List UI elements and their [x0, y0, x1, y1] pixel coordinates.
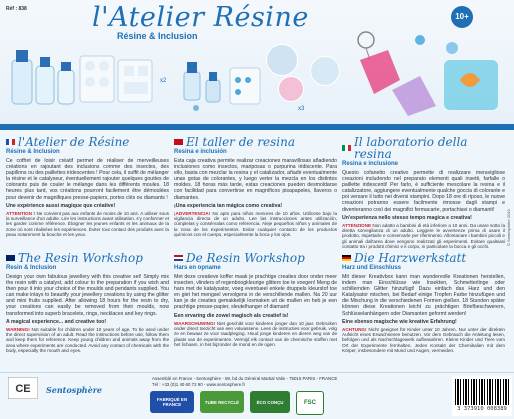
dye-bottles-image — [176, 50, 266, 112]
section-en-warning-label: WARNING! — [6, 326, 30, 332]
fabrique-en-france-badge: FABRIQUÉ EN FRANCE — [150, 391, 194, 413]
section-nl-title: De Resin Workshop — [186, 251, 305, 265]
section-fr-subtitle: Résine & Inclusion — [6, 149, 60, 155]
product-title: l'Atelier Résine — [92, 2, 309, 33]
section-es — [174, 136, 337, 247]
section-nl-subtitle: Hars en opname — [174, 265, 221, 271]
tube-recycle-badge: TUBE RECYCLÉ — [200, 391, 244, 413]
quantity-x2: x2 — [160, 78, 167, 84]
eco-concu-badge: ÉCO CONÇU — [250, 391, 290, 413]
section-es-warning-label: ¡ADVERTENCIA! — [174, 210, 211, 216]
svg-text:CE: CE — [15, 383, 31, 395]
section-es-warning: ¡ADVERTENCIA! No apto para niños menores de 10 años. Utilícese bajo la vigilancia directa de un adulto. Lee las instrucciones antes utilización, cúmplelas y consérvalas como referencia. Aleje pequeños niños y animales de la zona de los experimentos. Evitar cualquier contacto de los productos químicos con el cuerpo, especialmente la boca y los ojos. — [174, 210, 337, 237]
footer — [0, 372, 514, 419]
section-it — [342, 136, 505, 247]
header-panel — [0, 0, 514, 124]
fsc-badge: FSC — [296, 391, 324, 415]
section-fr-title: l'Atelier de Résine — [18, 135, 130, 149]
flag-nl-icon — [174, 255, 183, 261]
section-fr-hint: Une expérience aussi magique que créative! — [6, 202, 116, 209]
section-es-title: El taller de resina — [186, 135, 296, 149]
section-de-title: Die Harzwerkstatt — [354, 251, 467, 265]
section-it-subtitle: Resina e inclusione — [342, 161, 399, 167]
section-nl-body: Met deze creatieve koffer maak je prachtige creaties door onder meer insecten, vlinders of regenboogkleurige glitters toe te voegen! Meng de hars met de katalysator, voeg eventueel enkele druppels kleurstof toe en giet het mengsel vervolgens in de verschillende mallen. Na 20 uur kan je de creaties gemakkelijk losmaken uit de mallen en heb je een prachtige presse-papier, sleutelhanger of diamant! — [174, 274, 337, 311]
flag-uk-icon — [6, 255, 15, 261]
age-badge: 10+ — [451, 6, 473, 28]
section-en-warning: WARNING! Not suitable for children under 10 years of age. To be used under the direct supervision of an adult. Read the instructions before use, follow them and keep them for reference. Keep young children and animals away from the area where experiments are conducted. Avoid any contact of chemicals with the body, especially the mouth and eyes. — [6, 326, 170, 353]
barcode-bars — [455, 379, 509, 405]
inclusion-circle-2 — [278, 76, 304, 102]
section-en — [6, 252, 169, 370]
sentosphere-logo: Sentosphère — [45, 385, 103, 395]
section-nl-hint: Een ervaring die zowel magisch als creatief is! — [174, 312, 289, 319]
inclusion-circle-1 — [266, 44, 298, 76]
section-de-subtitle: Harz und Einschluss — [342, 265, 402, 271]
section-es-body: Esta caja creativa permite realizar creaciones maravillosas añadiendo inclusiones como insectos, mariposas o purpurina iridiscente. Para ello, basta con mezclar la resina y el catalizador, añadir eventualmente unas gotas de colorantes, y luego verter la mezcla en los distintos moldes. 18 horas más tarde, estas creaciones pueden desmoldarse con facilidad para convertirse en magníficos pisapapeles, llaveros o diamantes. — [174, 158, 337, 201]
quantity-x3: x3 — [298, 106, 305, 112]
barcode — [452, 376, 512, 416]
section-de-warning: ACHTUNG! Nicht geeignet für Kinder unter 10 Jahren. Nur unter der direkten Aufsicht eines Erwachsenen benutzen. Vor dem Gebrauch die Anleitung lesen, befolgen und als Nachschlagewerk aufbewahren. Kleine Kinder und Tiere vom Ort der Experimente fernhalten. Jeden Kontakt der Chemikalien mit dem Körper, insbesondere mit Mund und Augen, vermeiden. — [342, 326, 505, 353]
section-fr — [6, 136, 169, 247]
flag-fr-icon — [6, 139, 15, 145]
ce-mark-icon — [8, 377, 38, 399]
flag-es-icon — [174, 139, 183, 145]
footer-address: Assemblé en France - Sentosphère - 59, bd du Général Martial Valin - 75015 PARIS - FRANCE Tél : +33 (0)1 40 60 72 90 - www.sentosphere.fr — [152, 376, 338, 387]
section-nl-warning: WAARSCHUWING! Niet geschikt voor kinderen jonger dan 10 jaar. Gebruiken onder direct toezicht van een volwassene. Lees de instructies voor gebruik, volg ze en bewaar ze voor raadpleging. Houd jonge kinderen en dieren weg van de plaats van de experimenten. Vermijd elk contact van de chemische stoffen met het lichaam, in het bijzonder de mond en de ogen. — [174, 320, 337, 347]
section-it-hint: Un'esperienza nello stesso tempo magica e creativa! — [342, 214, 472, 221]
flag-it-icon — [342, 145, 351, 151]
section-de-warning-label: ACHTUNG! — [342, 326, 367, 332]
molds-image — [78, 50, 156, 110]
copyright: © Sentosphère 2019 — [506, 209, 511, 246]
divider-band — [0, 124, 514, 130]
section-en-body: Design your own fabulous jewellery with this creative set! Simply mix the resin with a catalyst, add colour to the preparation if you wish and then pour it into your choice of the moulds and pendants supplied. You can make inlays to beautify your jewellery creations by using the glitter and mini fruits supplied. After allowing 18 hours for the resin to dry, your creations can easily be removed from their moulds, now transformed into superb bracelets, rings, necklaces and key rings. — [6, 274, 169, 317]
section-es-hint: ¡Una experiencia tan mágica como creativa! — [174, 202, 283, 209]
section-de-body: Mit dieser Kreativbox kann man wundervolle Kreationen herstellen, indem man Einschlüsse wie Insekten, Schmetterlinge oder schillernden Glitter hinzufügt! Dazu einfach das Harz und den Katalysator mischen, bei Bedarf einige Tropfen Farbe hinzufügen und die Mischung in die verschiedenen Formen gießen. 18 Stunden später können diese Kreationen leicht zu prächtigen Briefbeschwerern, Schlüsselanhängern oder Diamanten geformt werden! — [342, 274, 505, 317]
section-it-warning-label: ATTENZIONE — [342, 222, 372, 228]
section-it-title: Il laboratorio della resina — [354, 135, 468, 161]
finished-creations-image — [340, 20, 510, 122]
section-it-body: Questo cofanetto creativo permette di realizzare meravigliose creazioni includendo nel preparato elementi quali insetti, farfalle o paillette iridescenti! Per farlo, è sufficiente mescolare la resina e il catalizzatore, aggiungere eventualmente qualche goccia di colorante e poi versare il tutto nei diversi stampini. Dopo 18 ore di riposo, le nuove creazioni potranno essere facilmente rimosse dagli stampi e diventeranno così dei magnifici fermacarte, portachiavi o diamanti! — [342, 170, 505, 213]
resin-bottles-image — [8, 46, 78, 108]
section-de-hint: Eine ebenso magische wie kreative Erfahrung! — [342, 318, 457, 325]
section-fr-body: Ce coffret de loisir créatif permet de réaliser de merveilleuses créations en rajoutant des inclusions comme des insectes, des papillons ou des paillettes iridescentes ! Pour cela, il suffit de mélanger la résine et le catalyseur, éventuellement rajouter quelques gouttes de colorants puis de couler le mélange dans les différents moules. 18 heures plus tard, vos créations pourront facilement être démoulées pour devenir de magnifiques presse-papiers, portes clés ou diamants ! — [6, 158, 169, 201]
inclusion-circle-3 — [310, 56, 340, 86]
section-it-warning: ATTENZIONE Non adatto a bambini di età inferiore a 10 anni. Da usare sotto la diretta sorveglianza di un adulto. Leggere le avvertenze prima di usare il prodotto, rispettarle e conservarle per riferimento. Allontanare i bambini piccoli e gli animali dall'area dove vengono realizzati gli esperimenti. Evitare qualsiasi contatto tra i prodotti chimici e il corpo, in particolare la bocca e gli occhi. — [342, 222, 506, 249]
product-subtitle: Résine & Inclusion — [117, 31, 198, 41]
section-fr-warning-label: ATTENTION ! — [6, 210, 35, 216]
flag-de-icon — [342, 255, 351, 261]
section-de — [342, 252, 505, 370]
section-en-hint: A magical experience... and creative too! — [6, 318, 107, 325]
section-es-subtitle: Resina e inclusión — [174, 149, 227, 155]
section-fr-warning: ATTENTION ! Ne convient pas aux enfants de moins de 10 ans. A utiliser sous la surveillance d'un adulte. Lire les instructions avant utilisation, s'y conformer et les garder comme référence. Éloigner les jeunes enfants et les animaux de la zone où sont réalisées les expériences. Éviter tout contact des produits avec la peau notamment la bouche et les yeux. — [6, 210, 170, 237]
section-nl — [174, 252, 337, 370]
section-en-subtitle: Resin & Inclusion — [6, 265, 57, 271]
barcode-number: 3 373910 008389 — [457, 406, 507, 412]
reference-number: Réf : 838 — [6, 6, 27, 12]
section-en-title: The Resin Workshop — [18, 251, 143, 265]
section-nl-warning-label: WAARSCHUWING! — [174, 320, 216, 326]
